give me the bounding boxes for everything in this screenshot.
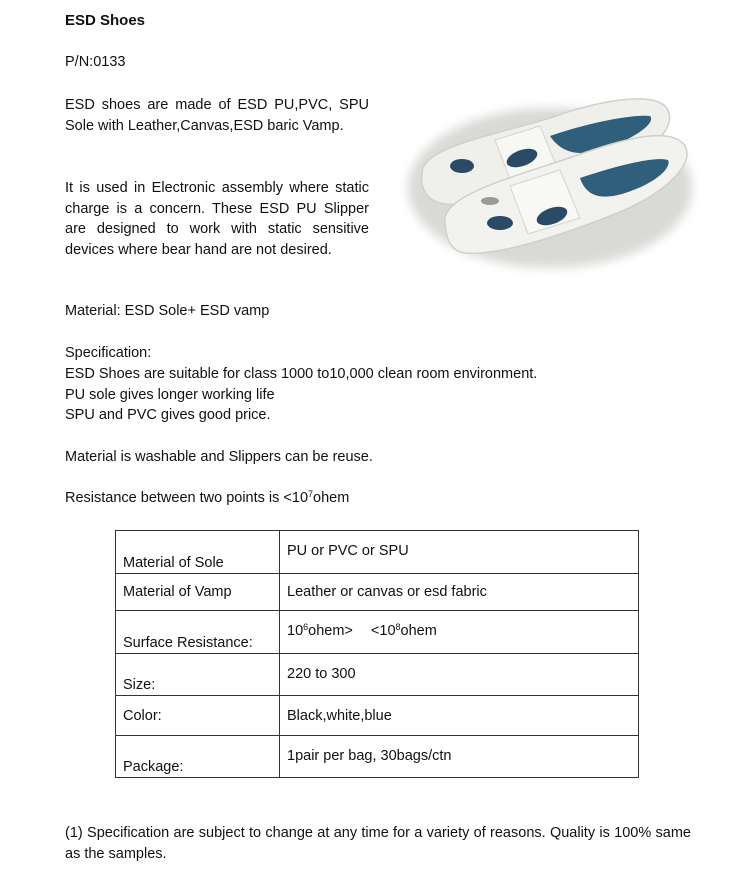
row-label: Material of Vamp xyxy=(116,574,280,611)
specification-line: SPU and PVC gives good price. xyxy=(65,407,271,423)
front-shoe-hole xyxy=(487,216,513,230)
value-part: <10 xyxy=(370,623,396,639)
resistance-line xyxy=(65,490,349,506)
table-row xyxy=(116,574,639,611)
row-value: PU or PVC or SPU xyxy=(280,531,639,574)
resistance-exponent: 7 xyxy=(308,489,314,499)
spec-table xyxy=(115,530,639,778)
table-row xyxy=(116,696,639,736)
part-number: P/N:0133 xyxy=(65,54,126,70)
table-row xyxy=(116,736,639,778)
row-label: Package: xyxy=(116,736,280,778)
specification-line: ESD Shoes are suitable for class 1000 to10,000 clean room environment. xyxy=(65,366,538,382)
footnote: (1) Specification are subject to change at any time for a variety of reasons. Quality is 100% same as the samples. xyxy=(65,825,691,862)
front-shoe-hole-top xyxy=(481,197,499,205)
row-label: Size: xyxy=(116,654,280,696)
value-exponent: 8 xyxy=(395,622,401,632)
shoes-illustration xyxy=(400,78,700,278)
table-row xyxy=(116,654,639,696)
resistance-suffix: ohem xyxy=(313,490,350,506)
value-part: ohem> xyxy=(308,623,353,639)
washable-line: Material is washable and Slippers can be reuse. xyxy=(65,449,373,465)
value-part: ohem xyxy=(400,623,437,639)
row-value: 220 to 300 xyxy=(280,654,639,696)
table-row xyxy=(116,611,639,654)
usage-paragraph: It is used in Electronic assembly where static charge is a concern. These ESD PU Slipper are designed to work with static sensitive devices where bear hand are not desired. xyxy=(65,180,369,259)
row-value: Black,white,blue xyxy=(280,696,639,736)
esd-shoes-image xyxy=(400,78,700,278)
row-value xyxy=(280,611,639,654)
table-row xyxy=(116,531,639,574)
row-value: Leather or canvas or esd fabric xyxy=(280,574,639,611)
document-title: ESD Shoes xyxy=(65,12,146,29)
value-part: 10 xyxy=(287,623,304,639)
row-label: Color: xyxy=(116,696,280,736)
intro-paragraph: ESD shoes are made of ESD PU,PVC, SPU Sole with Leather,Canvas,ESD baric Vamp. xyxy=(65,97,369,134)
row-value: 1pair per bag, 30bags/ctn xyxy=(280,736,639,778)
specification-heading: Specification: xyxy=(65,345,152,361)
row-label: Surface Resistance: xyxy=(116,611,280,654)
resistance-prefix: Resistance between two points is <10 xyxy=(65,490,309,506)
material-line: Material: ESD Sole+ ESD vamp xyxy=(65,303,270,319)
row-label: Material of Sole xyxy=(116,531,280,574)
specification-line: PU sole gives longer working life xyxy=(65,387,275,403)
back-shoe-hole xyxy=(450,159,474,173)
value-exponent: 6 xyxy=(303,622,309,632)
